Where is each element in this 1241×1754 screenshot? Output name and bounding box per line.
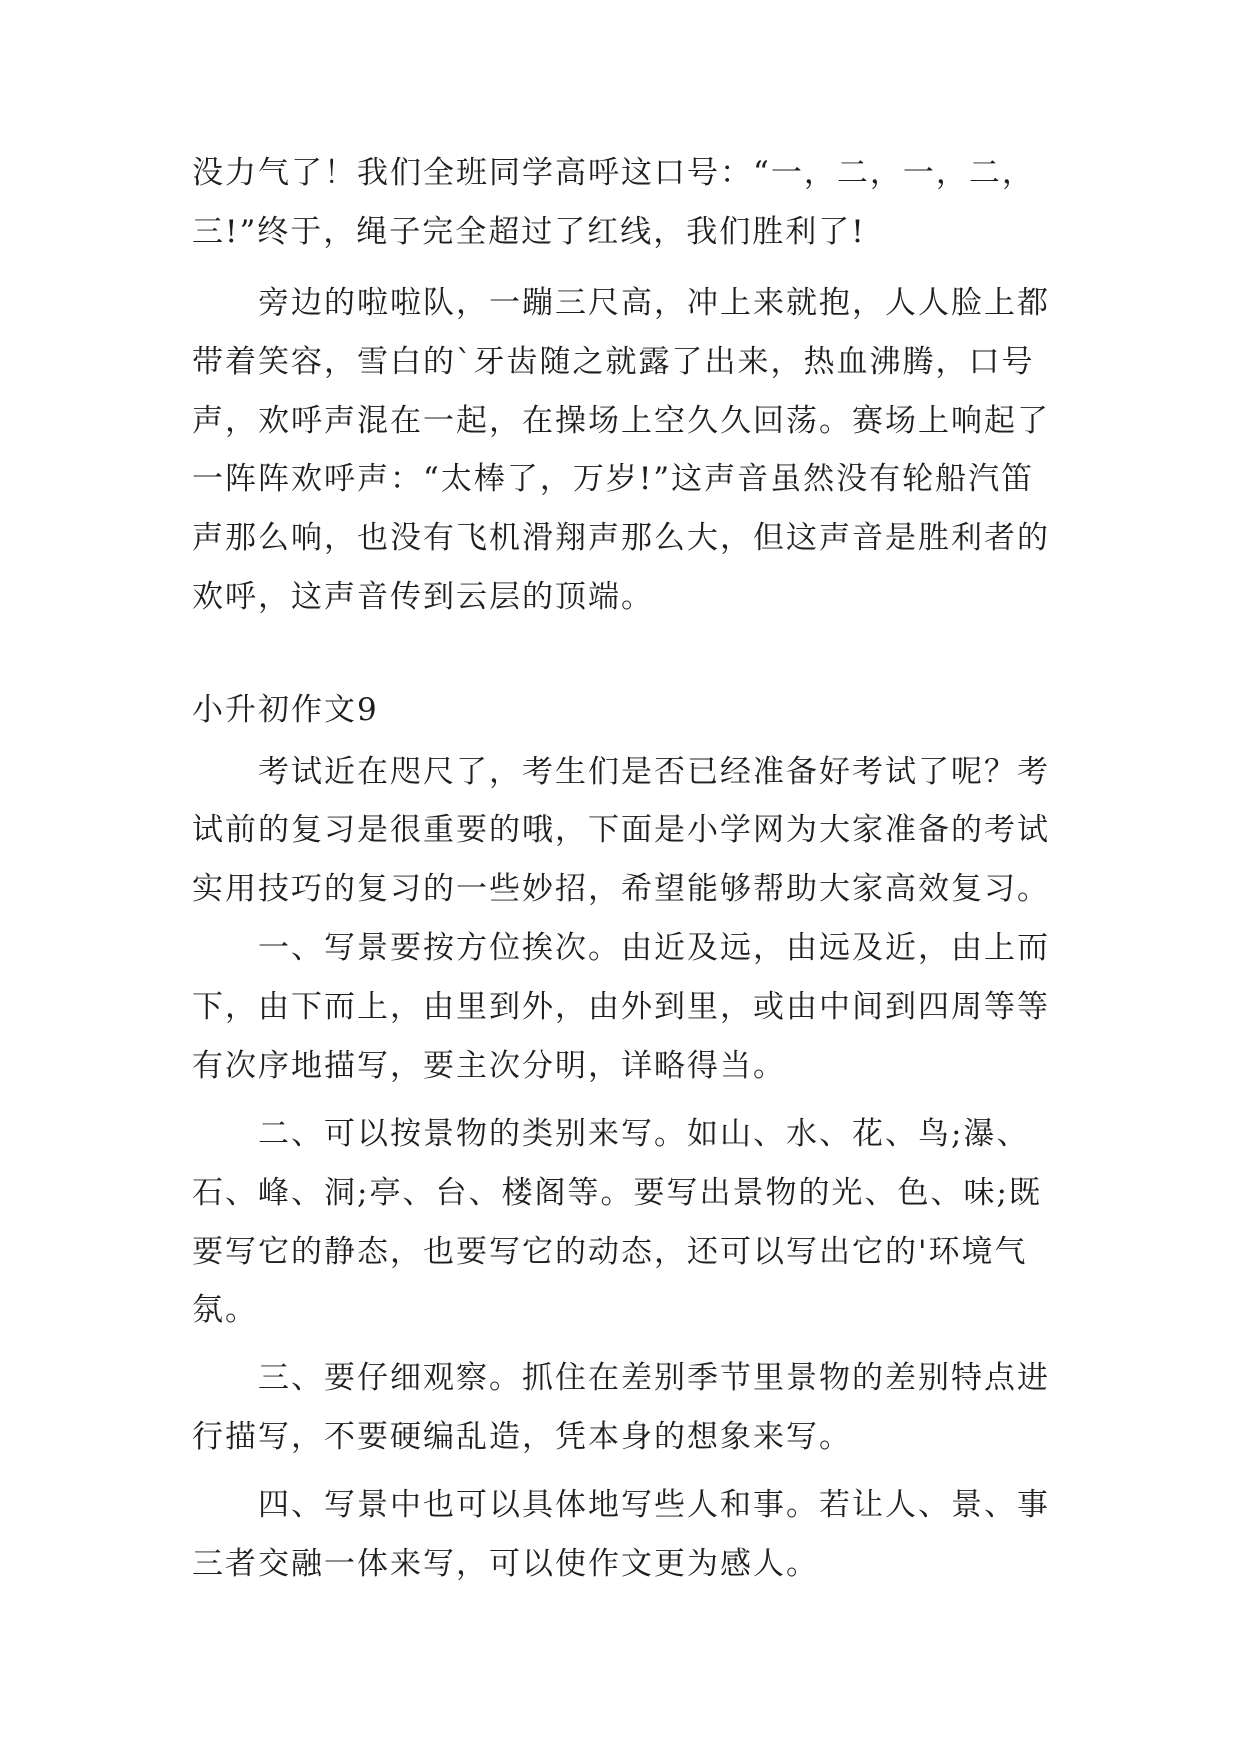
text-line-3: 旁边的啦啦队，一蹦三尺高，冲上来就抱，人人脸上都 [258,285,1050,321]
text-line-18: 要写它的静态，也要写它的动态，还可以写出它的'环境气 [192,1234,1028,1270]
text-line-7: 声那么响，也没有飞机滑翔声那么大，但这声音是胜利者的 [192,520,1050,556]
text-line-14: 下，由下而上，由里到外，由外到里，或由中间到四周等等 [192,989,1050,1025]
text-line-17: 石、峰、洞;亭、台、楼阁等。要写出景物的光、色、味;既 [192,1175,1042,1211]
text-line-16: 二、可以按景物的类别来写。如山、水、花、鸟;瀑、 [258,1116,1030,1152]
text-line-20: 三、要仔细观察。抓住在差别季节里景物的差别特点进 [258,1360,1050,1396]
text-line-11: 试前的复习是很重要的哦，下面是小学网为大家准备的考试 [192,812,1050,848]
text-line-2: 三!”终于，绳子完全超过了红线，我们胜利了! [192,214,866,250]
text-line-6: 一阵阵欢呼声：“太棒了，万岁!”这声音虽然没有轮船汽笛 [192,461,1035,497]
text-line-19: 氛。 [192,1292,258,1328]
text-line-22: 四、写景中也可以具体地写些人和事。若让人、景、事 [258,1487,1050,1523]
text-line-10: 考试近在咫尺了，考生们是否已经准备好考试了呢？考 [258,754,1050,790]
text-line-12: 实用技巧的复习的一些妙招，希望能够帮助大家高效复习。 [192,871,1050,907]
text-line-4: 带着笑容，雪白的`牙齿随之就露了出来，热血沸腾，口号 [192,344,1035,380]
text-line-23: 三者交融一体来写，可以使作文更为感人。 [192,1546,819,1582]
text-line-21: 行描写，不要硬编乱造，凭本身的想象来写。 [192,1419,852,1455]
section-title: 小升初作文9 [192,692,379,728]
text-line-8: 欢呼，这声音传到云层的顶端。 [192,579,654,615]
text-line-13: 一、写景要按方位挨次。由近及远，由远及近，由上而 [258,930,1050,966]
text-line-1: 没力气了！我们全班同学高呼这口号：“一，二，一，二， [192,155,1035,191]
text-line-5: 声，欢呼声混在一起，在操场上空久久回荡。赛场上响起了 [192,403,1050,439]
text-line-15: 有次序地描写，要主次分明，详略得当。 [192,1048,786,1084]
